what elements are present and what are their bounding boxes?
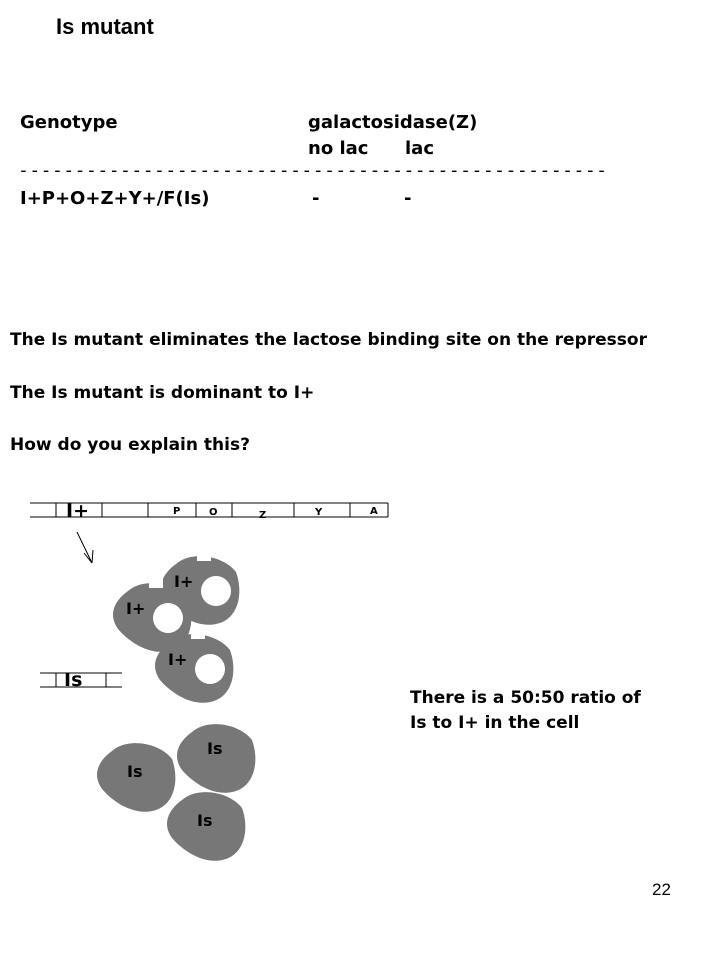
operon-p-label: P — [173, 506, 181, 517]
repressor-label: Is — [207, 739, 223, 758]
genotype-cell: I+P+O+Z+Y+/F(Is) — [20, 188, 210, 209]
repressor-label: Is — [197, 811, 213, 830]
repressor-label: I+ — [168, 650, 188, 669]
repressor-is — [97, 743, 175, 812]
operon-gene-i-label: I+ — [66, 500, 89, 522]
lac-subheader: lac — [405, 138, 434, 159]
repressor-label: I+ — [174, 572, 194, 591]
slide-title: Is mutant — [56, 14, 154, 39]
operon-a-label: A — [370, 506, 378, 517]
repressor-is — [167, 792, 245, 861]
galactosidase-header: galactosidase(Z) — [308, 112, 478, 133]
page-number: 22 — [652, 880, 671, 899]
repressor-label: Is — [127, 762, 143, 781]
is-gene-label: Is — [64, 669, 83, 691]
operon-y-label: Y — [315, 507, 323, 518]
statement-dominant: The Is mutant is dominant to I+ — [10, 383, 315, 403]
genotype-header: Genotype — [20, 112, 118, 133]
statement-question: How do you explain this? — [10, 435, 250, 455]
no-lac-cell: - — [312, 188, 320, 209]
ratio-note-line-1: There is a 50:50 ratio of — [410, 688, 641, 708]
repressor-is — [177, 724, 255, 793]
statement-binding-site: The Is mutant eliminates the lactose binding site on the repressor — [10, 330, 647, 350]
ratio-note-line-2: Is to I+ in the cell — [410, 713, 580, 733]
operon-z-label: Z — [259, 510, 267, 521]
table-divider: ---------------------------------------------------- — [18, 160, 608, 181]
lac-cell: - — [404, 188, 412, 209]
operon-o-label: O — [209, 507, 218, 518]
no-lac-subheader: no lac — [308, 138, 369, 159]
arrow-icon — [77, 532, 93, 563]
repressor-label: I+ — [126, 599, 146, 618]
